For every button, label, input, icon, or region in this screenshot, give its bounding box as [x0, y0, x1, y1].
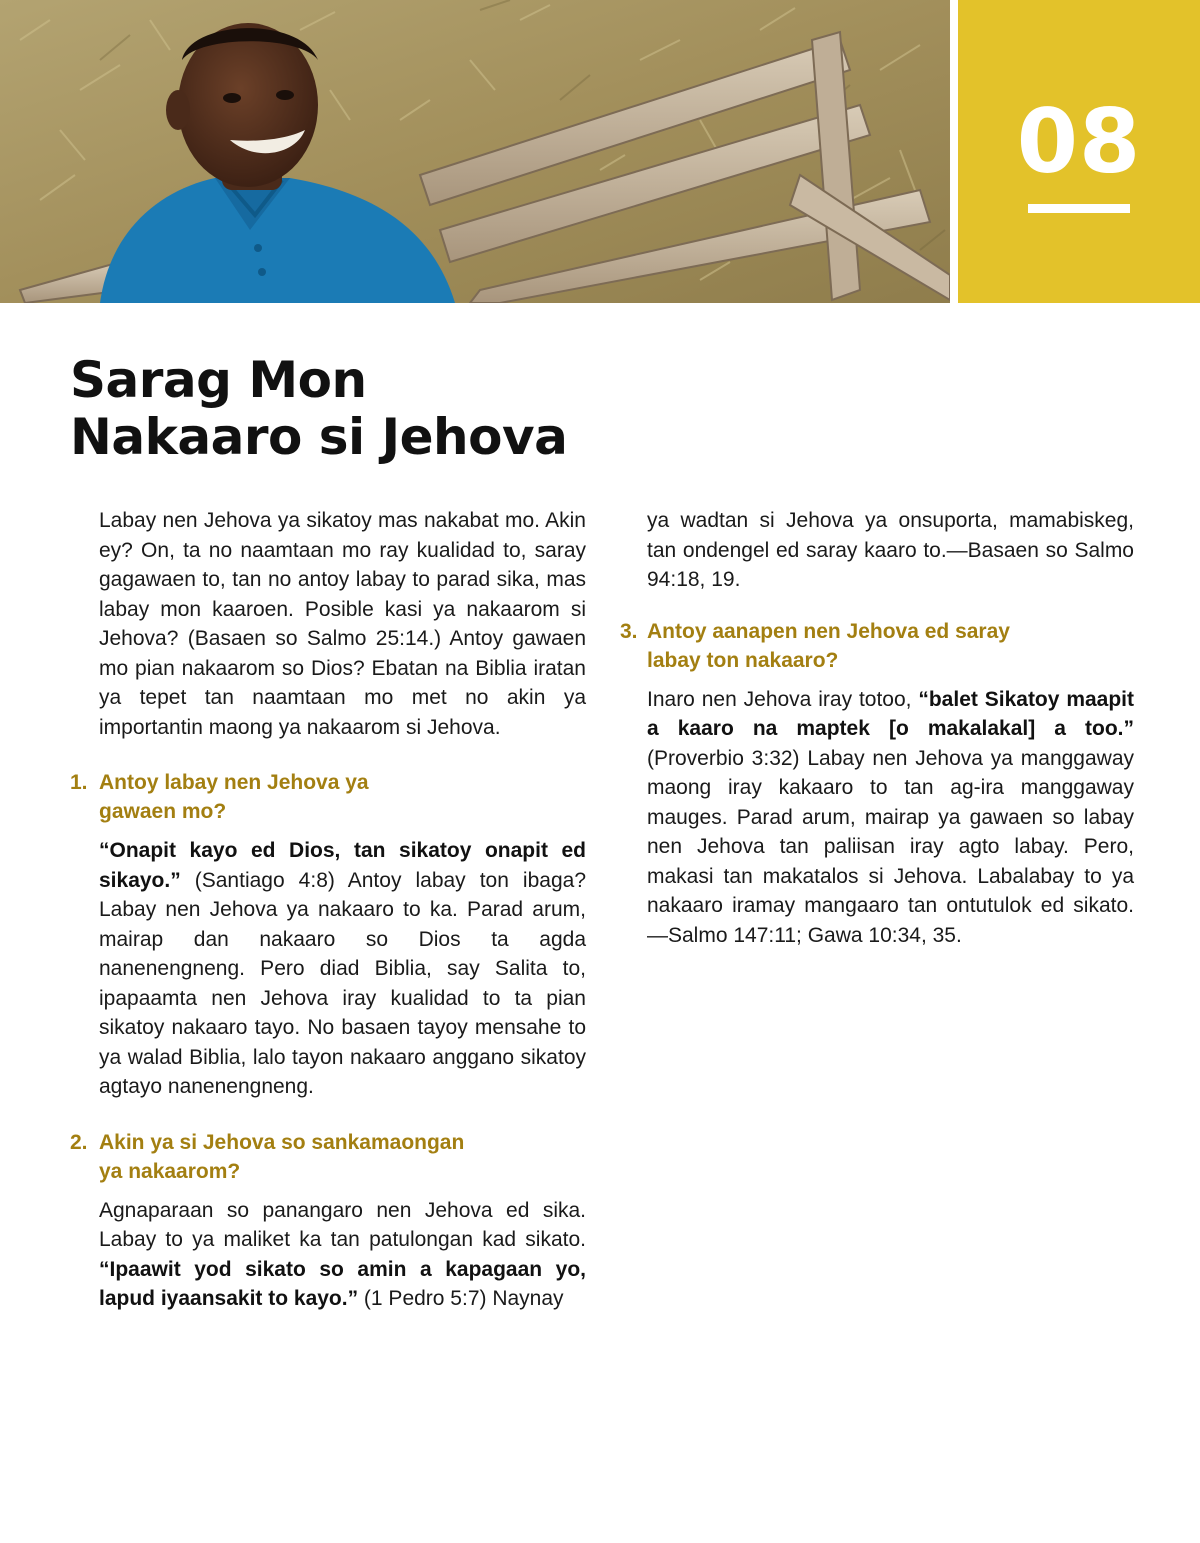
section-3-heading-line-2: labay ton nakaaro? — [647, 648, 839, 672]
header-photo — [0, 0, 950, 303]
section-2-heading-line-2: ya nakaarom? — [99, 1159, 241, 1183]
section-1-paragraph — [70, 836, 586, 1102]
man-smiling-by-wooden-bench-photo — [0, 0, 950, 303]
section-3-quote: “balet Sikatoy maapit a kaaro na maptek [o makalakal] a too.” — [647, 687, 1134, 740]
section-2-text-before: Agnaparaan so panangaro nen Jehova ed sika. Labay to ya maliket ka tan patulongan kad sikato. — [99, 1198, 586, 1251]
title-line-1: Sarag Mon — [70, 351, 367, 409]
intro-paragraph: Labay nen Jehova ya sikatoy mas nakabat mo. Akin ey? On, ta no naamtaan mo ray kualidad to, saray gagawaen to, tan no antoy labay to parad sika, mas labay mon kaaroen. Posible kasi ya nakaarom si Jehova? (Basaen so Salmo 25:14.) Antoy gawaen mo pian nakaarom so Dios? Ebatan na Biblia iratan ya tepet tan naamtaan mo met no akin ya importantin maong ya nakaarom si Jehova. — [99, 509, 586, 739]
section-2-heading — [70, 1128, 586, 1186]
section-1-text: (Santiago 4:8) Antoy labay ton ibaga? Labay nen Jehova ya nakaaro to ka. Parad arum, mairap dan nakaaro so Dios ta agda nanenengneng. Pero diad Biblia, say Salita to, ipapaamta nen Jehova iray kualidad to ta pian sikatoy nakaaro tayo. No basaen tayoy mensahe to ya walad Biblia, lalo tayon nakaaro anggano sikatoy agtayo nanenengneng. — [99, 868, 586, 1098]
section-1-quote: “Onapit kayo ed Dios, tan sikatoy onapit ed sikayo.” — [99, 839, 586, 892]
section-3-text-after: (Proverbio 3:32) Labay nen Jehova ya manggaway maong iray kakaaro to tan ag-ira manggaway mauges. Parad arum, mairap ya gawaen so labay nen Jehova tan paliisan iray agto labay. Pero, makasi tan makatalos si Jehova. Labalabay to ya nakaaro iramay mangaaro tan ontutulok ed sikato.—Salmo 147:11; Gawa 10:34, 35. — [647, 746, 1134, 947]
section-2-paragraph — [70, 1196, 586, 1314]
section-2-heading-line-1: Akin ya si Jehova so sankamaongan — [99, 1130, 465, 1154]
section-1-heading-line-1: Antoy labay nen Jehova ya — [99, 771, 369, 794]
section-2-text-after: (1 Pedro 5:7) Naynay — [358, 1287, 564, 1310]
section-1-heading — [70, 768, 586, 826]
section-3-number: 3. — [620, 619, 638, 643]
section-3-heading-line-1: Antoy aanapen nen Jehova ed saray — [647, 619, 1010, 643]
section-3-heading — [620, 617, 1134, 675]
page-title — [70, 352, 567, 466]
lesson-number: 08 — [1016, 90, 1142, 193]
section-1-heading-line-2: gawaen mo? — [99, 800, 227, 823]
section-3-paragraph — [620, 685, 1134, 951]
left-column — [70, 506, 586, 1314]
section-2-continuation: ya wadtan si Jehova ya onsuporta, mamabiskeg, tan ondengel ed saray kaaro to.—Basaen so Salmo 94:18, 19. — [647, 509, 1134, 591]
right-column — [620, 506, 1134, 950]
lesson-number-badge — [958, 0, 1200, 303]
section-3-text-before: Inaro nen Jehova iray totoo, — [647, 687, 919, 711]
badge-underline — [1028, 204, 1130, 213]
section-1-number: 1. — [70, 771, 88, 794]
section-2-quote: “Ipaawit yod sikato so amin a kapagaan yo, lapud iyaansakit to kayo.” — [99, 1257, 586, 1310]
section-2-number: 2. — [70, 1130, 88, 1154]
title-line-2: Nakaaro si Jehova — [70, 408, 568, 466]
